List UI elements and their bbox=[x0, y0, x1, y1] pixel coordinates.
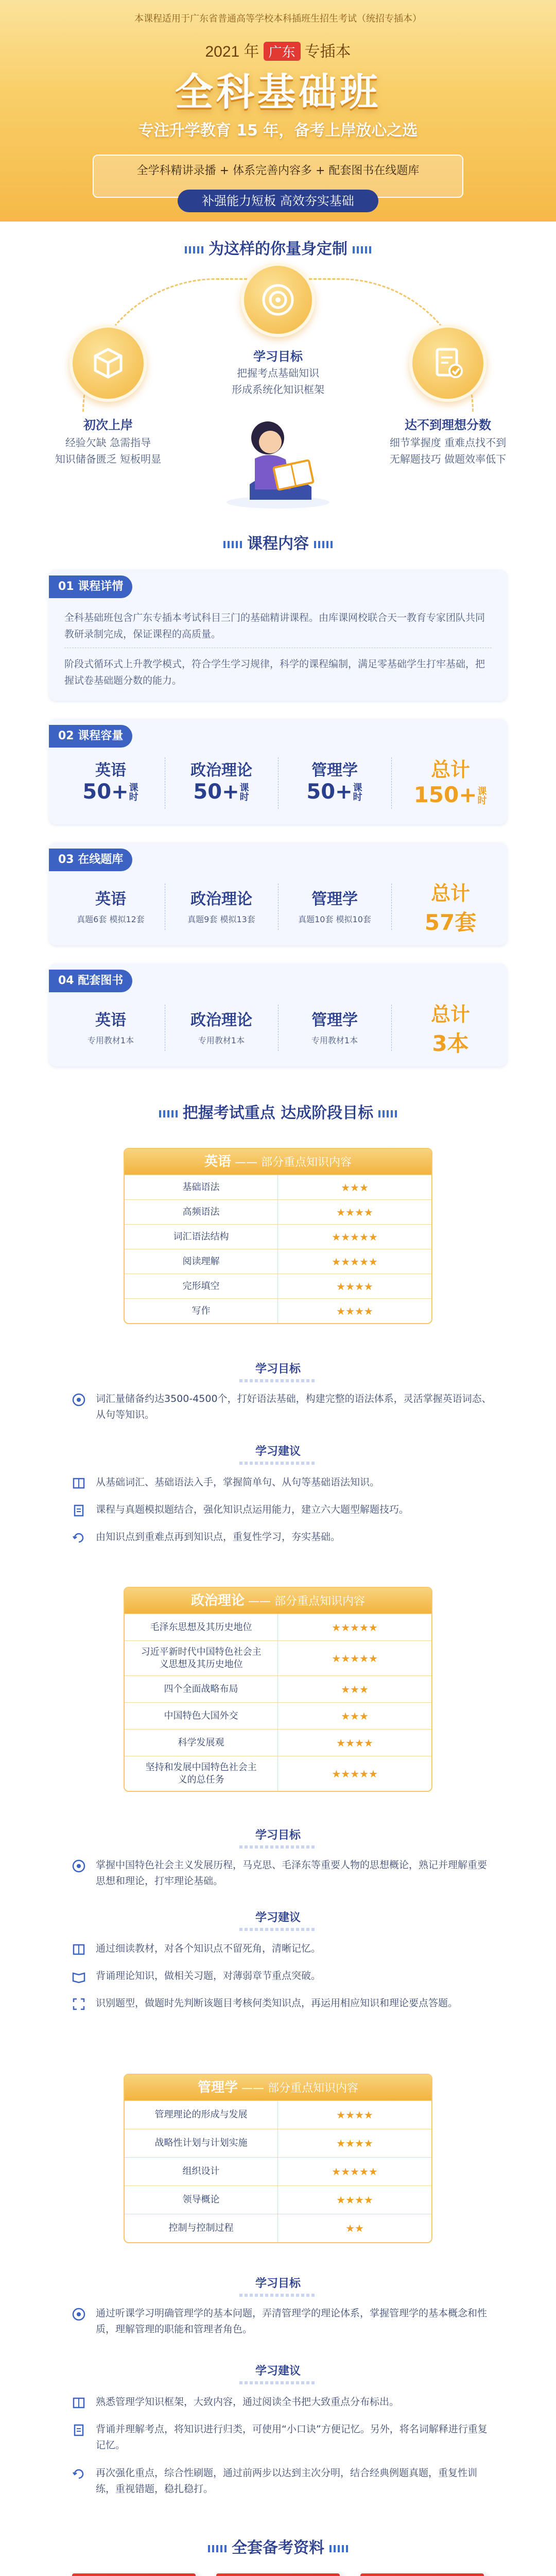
book-management bbox=[216, 2573, 340, 2576]
books-col-politics: 政治理论 专用教材1本 bbox=[190, 1011, 252, 1045]
card-course-detail bbox=[49, 569, 507, 701]
card-label: 04 配套图书 bbox=[49, 970, 132, 992]
divider bbox=[278, 884, 279, 930]
english-goal-heading: 学习目标 bbox=[0, 1360, 556, 1382]
table-row: 写作 ★★★★ bbox=[125, 1298, 431, 1323]
bank-col-total: 总计 57套 bbox=[424, 882, 477, 935]
hero-edition: 专插本 bbox=[304, 43, 351, 60]
table-row: 控制与控制过程 ★★ bbox=[125, 2214, 431, 2242]
table-row: 完形填空 ★★★★ bbox=[125, 1274, 431, 1298]
table-head: 管理学 —— 部分重点知识内容 bbox=[125, 2075, 431, 2100]
reading-girl-illustration bbox=[219, 402, 337, 510]
management-goal: 通过听课学习明确管理学的基本问题，弄清管理学的理论体系，掌握管理学的基本概念和性质，理解管理的职能和管理者角色。 bbox=[72, 2306, 494, 2337]
detail-para-1: 全科基础班包含广东专插本考试科目三门的基础精讲课程。由库课网校联合天一教育专家团队共同教研录制完成，保证课程的高质量。 bbox=[64, 612, 485, 640]
cube-icon bbox=[70, 325, 147, 402]
book-english bbox=[72, 2573, 196, 2576]
dots-right-icon bbox=[329, 2545, 348, 2552]
politics-goal-heading: 学习目标 bbox=[0, 1826, 556, 1849]
capacity-col-management: 管理学 50+课时 bbox=[306, 761, 362, 804]
divider bbox=[391, 1005, 392, 1051]
capacity-col-english: 英语 50+课时 bbox=[82, 761, 138, 804]
scan-icon bbox=[72, 1997, 85, 2011]
hero-year: 2021 年 bbox=[205, 43, 259, 60]
dots-right-icon bbox=[353, 246, 371, 253]
management-table bbox=[124, 2074, 432, 2243]
refresh-icon bbox=[72, 1531, 85, 1545]
hero-slogan: 专注升学教育 15 年，备考上岸放心之选 bbox=[138, 122, 418, 140]
divider bbox=[278, 757, 279, 809]
dots-left-icon bbox=[185, 246, 203, 253]
content-heading: 课程内容 bbox=[0, 531, 556, 553]
book-icon bbox=[72, 1943, 85, 1956]
card-label: 02 课程容量 bbox=[49, 725, 132, 748]
hero-pill: 补强能力短板 高效夯实基础 bbox=[178, 190, 378, 212]
politics-advice-heading: 学习建议 bbox=[0, 1909, 556, 1931]
table-row: 中国特色大国外交 ★★★ bbox=[125, 1702, 431, 1729]
dots-left-icon bbox=[208, 2545, 227, 2552]
book-icon bbox=[72, 1477, 85, 1490]
books-col-management: 管理学 专用教材1本 bbox=[311, 1011, 358, 1045]
politics-advice-3: 识别题型，做题时先判断该题目考核何类知识点，再运用相应知识和理论要点答题。 bbox=[72, 1995, 494, 2011]
dots-left-icon bbox=[159, 1110, 178, 1117]
table-row: 科学发展观 ★★★★ bbox=[125, 1729, 431, 1756]
hero-year-line bbox=[0, 39, 556, 61]
table-row: 习近平新时代中国特色社会主义思想及其历史地位 ★★★★★ bbox=[125, 1640, 431, 1675]
table-row: 高频语法 ★★★★ bbox=[125, 1199, 431, 1224]
books-heading: 全套备考资料 bbox=[0, 2535, 556, 2557]
right-desc: 细节掌握度 重难点找不到 无解题技巧 做题效率低下 bbox=[389, 436, 507, 465]
card-question-bank bbox=[49, 842, 507, 945]
dots-right-icon bbox=[314, 541, 333, 548]
english-advice-2: 课程与真题模拟题结合，强化知识点运用能力，建立六大题型解题技巧。 bbox=[72, 1502, 494, 1518]
card-course-capacity bbox=[49, 719, 507, 824]
table-row: 管理理论的形成与发展 ★★★★ bbox=[125, 2100, 431, 2129]
open-book-icon bbox=[72, 1970, 85, 1984]
center-desc: 把握考点基础知识 形成系统化知识框架 bbox=[232, 367, 324, 396]
checklist-icon bbox=[409, 325, 486, 402]
table-row: 坚持和发展中国特色社会主义的总任务 ★★★★★ bbox=[125, 1756, 431, 1791]
table-row: 词汇语法结构 ★★★★★ bbox=[125, 1224, 431, 1249]
clipboard-icon bbox=[72, 2424, 85, 2437]
politics-goal: 掌握中国特色社会主义发展历程，马克思、毛泽东等重要人物的思想概论，熟记并理解重要思想和理论，打牢理论基础。 bbox=[72, 1857, 494, 1889]
table-row: 组织设计 ★★★★★ bbox=[125, 2157, 431, 2185]
dots-left-icon bbox=[223, 541, 242, 548]
english-advice-3: 由知识点到重难点再到知识点，重复性学习，夯实基础。 bbox=[72, 1529, 494, 1545]
management-advice-heading: 学习建议 bbox=[0, 2362, 556, 2384]
capacity-col-total: 总计 150+课时 bbox=[413, 758, 487, 807]
target-icon bbox=[72, 2308, 85, 2321]
table-row: 战略性计划与计划实施 ★★★★ bbox=[125, 2129, 431, 2157]
table-row: 领导概论 ★★★★ bbox=[125, 2185, 431, 2214]
politics-table bbox=[124, 1587, 432, 1792]
divider bbox=[278, 1005, 279, 1051]
hero-banner bbox=[0, 0, 556, 222]
right-title: 达不到理想分数 bbox=[405, 418, 491, 432]
table-head: 政治理论 —— 部分重点知识内容 bbox=[125, 1588, 431, 1614]
refresh-icon bbox=[72, 2467, 85, 2481]
dots-right-icon bbox=[378, 1110, 397, 1117]
detail-para-2: 阶段式循环式上升教学模式，符合学生学习规律，科学的课程编制，满足零基础学生打牢基础，把握试卷基础题分数的能力。 bbox=[64, 658, 485, 686]
goals-heading: 把握考试重点 达成阶段目标 bbox=[0, 1100, 556, 1123]
capacity-col-politics: 政治理论 50+课时 bbox=[190, 761, 252, 804]
bank-col-english: 英语 真题6套 模拟12套 bbox=[77, 890, 145, 924]
hero-features: 全学科精讲录播 + 体系完善内容多 + 配套图书在线题库 bbox=[136, 164, 420, 177]
politics-advice-1: 通过细读教材，对各个知识点不留死角，清晰记忆。 bbox=[72, 1941, 494, 1957]
target-icon bbox=[72, 1393, 85, 1406]
divider bbox=[391, 884, 392, 930]
management-advice-1: 熟悉管理学知识框架，大致内容，通过阅读全书把大致重点分布标出。 bbox=[72, 2394, 494, 2410]
hero-region-tag: 广东 bbox=[264, 42, 301, 61]
english-goal: 词汇量储备约达3500-4500个，打好语法基础，构建完整的语法体系，灵活掌握英语词态、从句等知识。 bbox=[72, 1391, 494, 1423]
left-title: 初次上岸 bbox=[83, 418, 133, 432]
card-books bbox=[49, 963, 507, 1066]
hero-top-note: 本课程适用于广东省普通高等学校本科插班生招生考试（统招专插本） bbox=[134, 13, 422, 24]
politics-advice-2: 背诵理论知识，做相关习题，对薄弱章节重点突破。 bbox=[72, 1968, 494, 1984]
divider bbox=[391, 757, 392, 809]
table-head: 英语 —— 部分重点知识内容 bbox=[125, 1149, 431, 1175]
hero-title: 全科基础班 bbox=[175, 70, 381, 114]
center-title: 学习目标 bbox=[253, 349, 303, 364]
custom-heading: 为这样的你量身定制 bbox=[0, 236, 556, 259]
left-desc: 经验欠缺 急需指导 知识储备匮乏 短板明显 bbox=[55, 436, 162, 465]
card-label: 01 课程详情 bbox=[49, 575, 132, 598]
english-table bbox=[124, 1148, 432, 1324]
table-row: 毛泽东思想及其历史地位 ★★★★★ bbox=[125, 1614, 431, 1640]
english-advice-heading: 学习建议 bbox=[0, 1443, 556, 1465]
books-col-total: 总计 3本 bbox=[430, 1003, 470, 1056]
table-row: 四个全面战略布局 ★★★ bbox=[125, 1675, 431, 1702]
management-advice-3: 再次强化重点，综合性刷题，通过前两步以达到主次分明，结合经典例题真题，重复性训练，重视错题，稳扎稳打。 bbox=[72, 2465, 494, 2497]
english-advice-1: 从基础词汇、基础语法入手，掌握简单句、从句等基础语法知识。 bbox=[72, 1475, 494, 1490]
bank-col-politics: 政治理论 真题9套 模拟13套 bbox=[187, 890, 255, 924]
management-advice-2: 背诵并理解考点，将知识进行归类，可使用“小口诀”方便记忆。另外，将名词解释进行重复记忆。 bbox=[72, 2421, 494, 2453]
table-row: 基础语法 ★★★ bbox=[125, 1175, 431, 1199]
book-politics bbox=[360, 2573, 484, 2576]
books-col-english: 英语 专用教材1本 bbox=[87, 1011, 134, 1045]
management-goal-heading: 学习目标 bbox=[0, 2275, 556, 2297]
target-icon bbox=[72, 1859, 85, 1873]
bank-col-management: 管理学 真题10套 模拟10套 bbox=[298, 890, 371, 924]
target-icon bbox=[241, 263, 315, 337]
table-row: 阅读理解 ★★★★★ bbox=[125, 1249, 431, 1274]
book-icon bbox=[72, 2396, 85, 2410]
clipboard-icon bbox=[72, 1504, 85, 1517]
card-label: 03 在线题库 bbox=[49, 849, 132, 871]
